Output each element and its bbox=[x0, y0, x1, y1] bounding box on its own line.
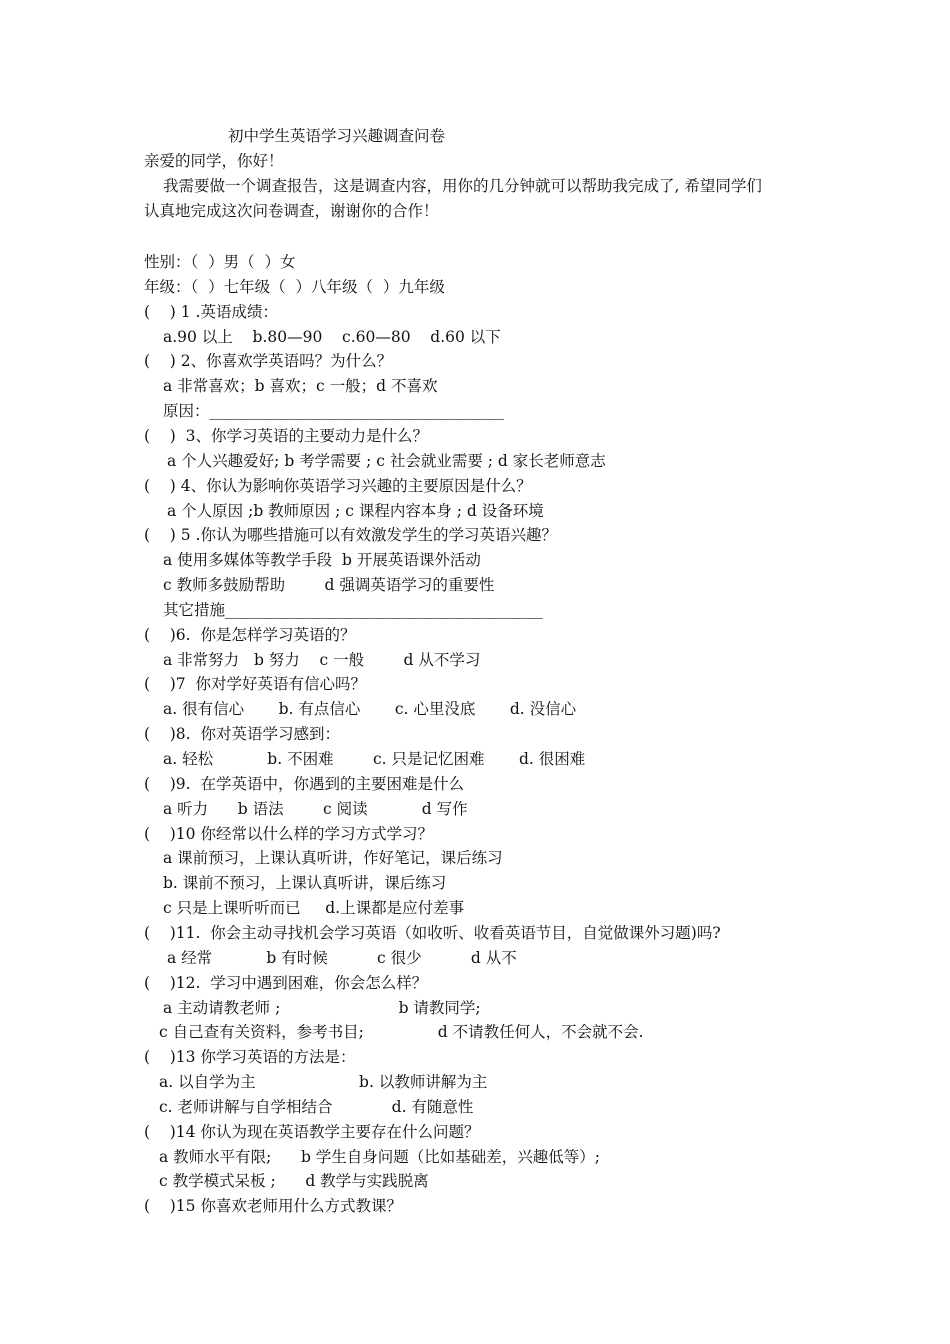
option-line: b. 课前不预习，上课认真听讲，课后练习 bbox=[163, 874, 447, 892]
option-line: a 非常喜欢；b 喜欢；c 一般；d 不喜欢 bbox=[163, 377, 438, 395]
option-line: a. 轻松 b. 不困难 c. 只是记忆困难 d. 很困难 bbox=[163, 750, 586, 768]
question-line: ( ) 2、你喜欢学英语吗？为什么？ bbox=[144, 352, 393, 370]
option-line: c. 老师讲解与自学相结合 d. 有随意性 bbox=[159, 1098, 474, 1116]
greeting-line: 亲爱的同学，你好！ bbox=[144, 152, 284, 170]
option-line: a 个人原因 ;b 教师原因 ; c 课程内容本身 ; d 设备环境 bbox=[167, 502, 544, 520]
question-line: ( )10 你经常以什么样的学习方式学习？ bbox=[144, 825, 433, 843]
question-line: ( )14 你认为现在英语教学主要存在什么问题？ bbox=[144, 1123, 480, 1141]
option-line: 其它措施_________________________________________ bbox=[163, 601, 543, 619]
option-line: c 自己查有关资料，参考书目; d 不请教任何人，不会就不会. bbox=[159, 1023, 644, 1041]
option-line: c 教学模式呆板 ; d 教学与实践脱离 bbox=[159, 1172, 429, 1190]
option-line: a 个人兴趣爱好; b 考学需要 ; c 社会就业需要 ; d 家长老师意志 bbox=[167, 452, 606, 470]
option-line: c 教师多鼓励帮助 d 强调英语学习的重要性 bbox=[163, 576, 495, 594]
option-line: a 教师水平有限; b 学生自身问题（比如基础差，兴趣低等）; bbox=[159, 1148, 601, 1166]
option-line: a 课前预习，上课认真听讲，作好笔记，课后练习 bbox=[163, 849, 503, 867]
option-line: 原因：______________________________________ bbox=[163, 402, 505, 420]
question-line: ( )9. 在学英语中，你遇到的主要困难是什么 bbox=[144, 775, 464, 793]
option-line: a. 很有信心 b. 有点信心 c. 心里没底 d. 没信心 bbox=[163, 700, 577, 718]
question-line: ( )8. 你对英语学习感到： bbox=[144, 725, 340, 743]
option-line: a 经常 b 有时候 c 很少 d 从不 bbox=[167, 949, 517, 967]
question-line: ( )11. 你会主动寻找机会学习英语（如收听、收看英语节目，自觉做课外习题)吗? bbox=[144, 924, 721, 942]
option-line: a 非常努力 b 努力 c 一般 d 从不学习 bbox=[163, 651, 481, 669]
option-line: a 听力 b 语法 c 阅读 d 写作 bbox=[163, 800, 468, 818]
question-line: ( )15 你喜欢老师用什么方式教课？ bbox=[144, 1197, 402, 1215]
option-line: a 使用多媒体等教学手段 b 开展英语课外活动 bbox=[163, 551, 481, 569]
option-line: a.90 以上 b.80—90 c.60—80 d.60 以下 bbox=[163, 328, 501, 346]
question-line: ( ) 5 .你认为哪些措施可以有效激发学生的学习英语兴趣？ bbox=[144, 526, 557, 544]
option-line: a. 以自学为主 b. 以教师讲解为主 bbox=[159, 1073, 488, 1091]
question-line: 年级：（ ）七年级（ ）八年级（ ）九年级 bbox=[144, 278, 445, 296]
intro-line-2: 认真地完成这次问卷调查，谢谢你的合作！ bbox=[144, 202, 439, 220]
intro-line-1: 我需要做一个调查报告，这是调查内容，用你的几分钟就可以帮助我完成了, 希望同学们 bbox=[163, 177, 762, 195]
question-line: ( )13 你学习英语的方法是： bbox=[144, 1048, 356, 1066]
question-line: ( ) 4、你认为影响你英语学习兴趣的主要原因是什么？ bbox=[144, 477, 532, 495]
option-line: c 只是上课听听而已 d.上课都是应付差事 bbox=[163, 899, 465, 917]
option-line: a 主动请教老师 ; b 请教同学; bbox=[163, 999, 481, 1017]
question-line: ( )12. 学习中遇到困难，你会怎么样？ bbox=[144, 974, 428, 992]
question-line: ( )7 你对学好英语有信心吗？ bbox=[144, 675, 367, 693]
question-line: ( ) 1 .英语成绩： bbox=[144, 303, 278, 321]
document-title: 初中学生英语学习兴趣调查问卷 bbox=[228, 127, 446, 145]
question-line: 性别：（ ）男（ ）女 bbox=[144, 253, 296, 271]
question-line: ( ) 3、你学习英语的主要动力是什么？ bbox=[144, 427, 429, 445]
question-line: ( )6. 你是怎样学习英语的？ bbox=[144, 626, 356, 644]
